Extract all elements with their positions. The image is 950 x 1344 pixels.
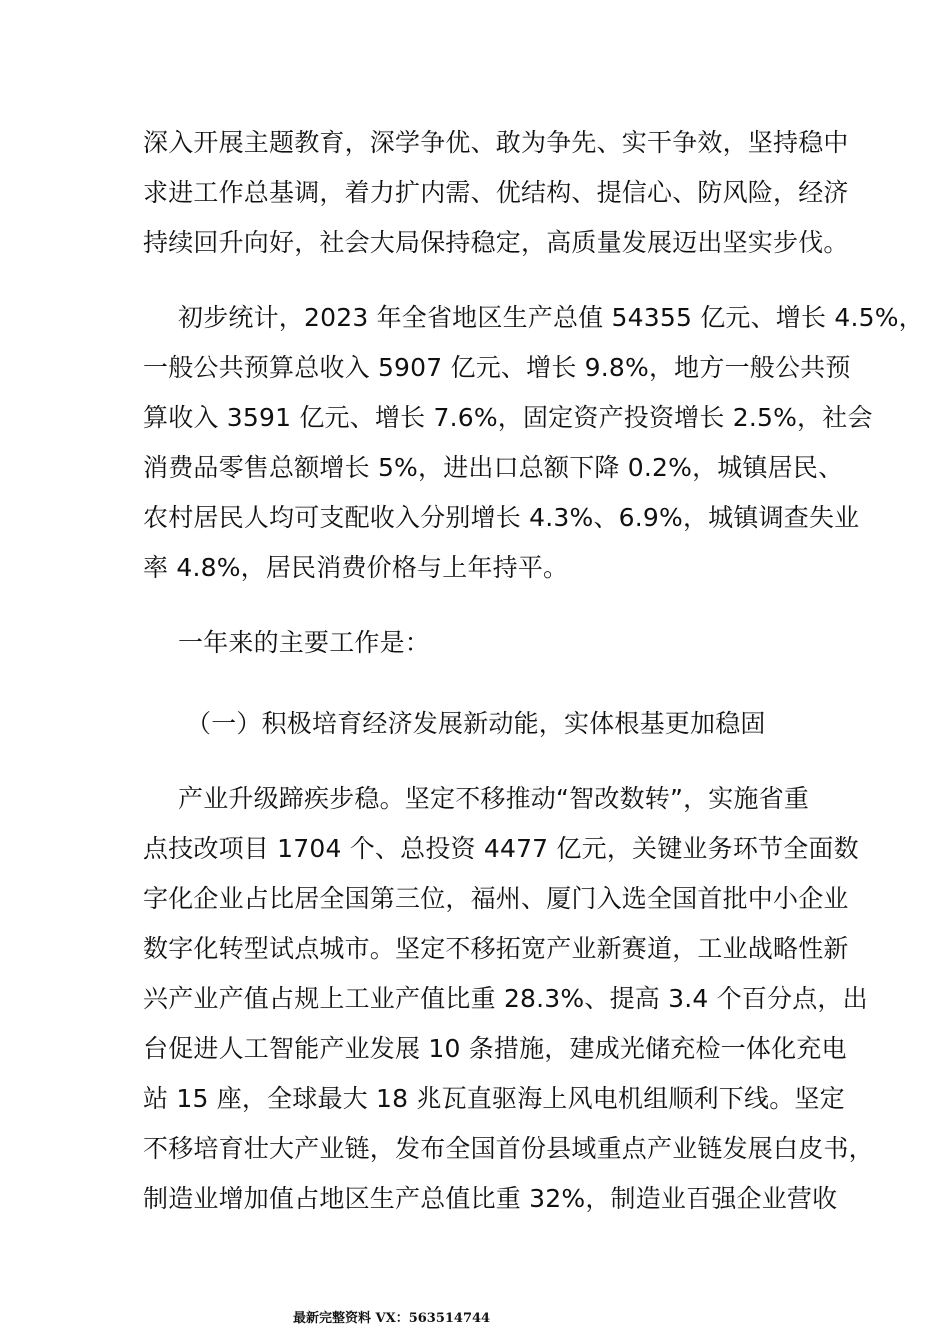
paragraph-1-line-1: 深入开展主题教育，深学争优、敢为争先、实干争效，坚持稳中: [143, 128, 849, 157]
paragraph-2-line-5: 农村居民人均可支配收入分别增长 4.3%、6.9%，城镇调查失业: [143, 503, 860, 532]
paragraph-1-line-3: 持续回升向好，社会大局保持稳定，高质量发展迈出坚实步伐。: [143, 228, 849, 257]
paragraph-2-line-1: 初步统计，2023 年全省地区生产总值 54355 亿元、增长 4.5%，: [178, 303, 924, 332]
paragraph-5-line-8: 不移培育壮大产业链，发布全国首份县域重点产业链发展白皮书，: [143, 1134, 874, 1163]
section-heading: （一）积极培育经济发展新动能，实体根基更加稳固: [186, 709, 766, 738]
paragraph-5-line-7: 站 15 座，全球最大 18 兆瓦直驱海上风电机组顺利下线。坚定: [143, 1084, 845, 1113]
paragraph-5-line-9: 制造业增加值占地区生产总值比重 32%，制造业百强企业营收: [143, 1184, 838, 1213]
paragraph-3-line-1: 一年来的主要工作是：: [178, 628, 431, 657]
paragraph-1-line-2: 求进工作总基调，着力扩内需、优结构、提信心、防风险，经济: [143, 178, 849, 207]
paragraph-2-line-4: 消费品零售总额增长 5%，进出口总额下降 0.2%，城镇居民、: [143, 453, 844, 482]
paragraph-5-line-6: 台促进人工智能产业发展 10 条措施，建成光储充检一体化充电: [143, 1034, 847, 1063]
paragraph-2-line-6: 率 4.8%，居民消费价格与上年持平。: [143, 553, 569, 582]
paragraph-2-line-3: 算收入 3591 亿元、增长 7.6%，固定资产投资增长 2.5%，社会: [143, 403, 873, 432]
footer-note: 最新完整资料 VX：563514744: [293, 1311, 491, 1326]
paragraph-5-line-5: 兴产业产值占规上工业产值比重 28.3%、提高 3.4 个百分点，出: [143, 984, 868, 1013]
paragraph-5-line-4: 数字化转型试点城市。坚定不移拓宽产业新赛道，工业战略性新: [143, 934, 849, 963]
paragraph-2-line-2: 一般公共预算总收入 5907 亿元、增长 9.8%，地方一般公共预: [143, 353, 851, 382]
paragraph-5-line-2: 点技改项目 1704 个、总投资 4477 亿元，关键业务环节全面数: [143, 834, 859, 863]
paragraph-5-line-3: 字化企业占比居全国第三位，福州、厦门入选全国首批中小企业: [143, 884, 849, 913]
paragraph-5-line-1: 产业升级蹄疾步稳。坚定不移推动“智改数转”，实施省重: [178, 784, 810, 813]
